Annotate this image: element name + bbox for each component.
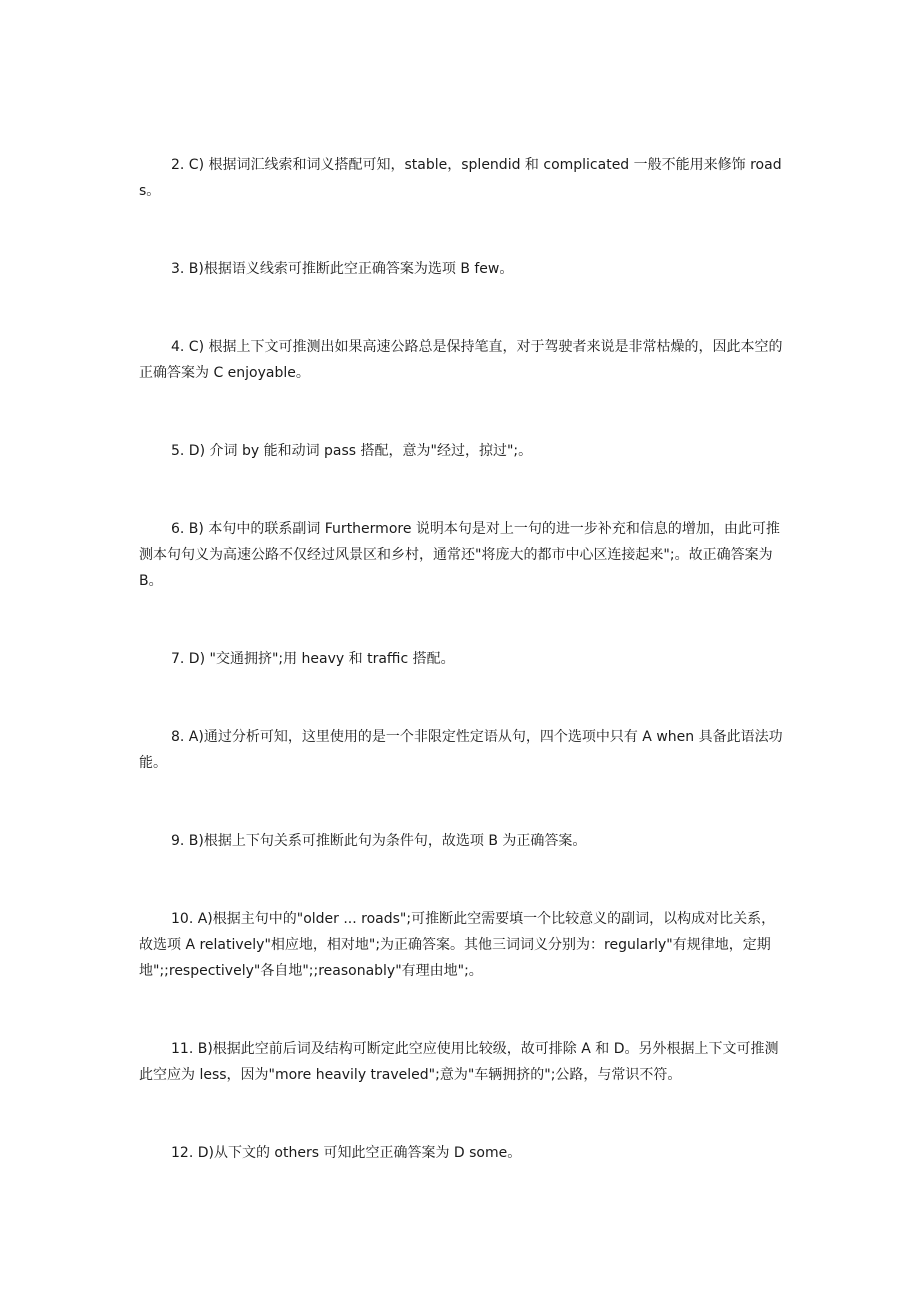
answer-explanation-8: 8. A)通过分析可知，这里使用的是一个非限定性定语从句，四个选项中只有 A when 具备此语法功能。: [139, 729, 783, 771]
answer-explanation-4: 4. C) 根据上下文可推测出如果高速公路总是保持笔直，对于驾驶者来说是非常枯燥的，因此本空的正确答案为 C enjoyable。: [139, 339, 783, 381]
answer-explanation-10: 10. A)根据主句中的"older ... roads";可推断此空需要填一个比较意义的副词，以构成对比关系，故选项 A relatively"相应地，相对地";为正确答案。其他三词词义分别为：regularly"有规律地，定期地";;respectively"各自地";;reasonably"有理由地";。: [139, 911, 776, 979]
answer-explanation-7: 7. D) "交通拥挤";用 heavy 和 traffic 搭配。: [171, 651, 455, 667]
answer-explanation-11: 11. B)根据此空前后词及结构可断定此空应使用比较级，故可排除 A 和 D。另外根据上下文可推测此空应为 less，因为"more heavily traveled";意为"车辆拥挤的";公路，与常识不符。: [139, 1041, 779, 1083]
answer-explanation-3: 3. B)根据语义线索可推断此空正确答案为选项 B few。: [171, 261, 514, 277]
answer-explanation-6: 6. B) 本句中的联系副词 Furthermore 说明本句是对上一句的进一步补充和信息的增加，由此可推测本句句义为高速公路不仅经过风景区和乡村，通常还"将庞大的都市中心区连接起来";。故正确答案为 B。: [139, 521, 780, 589]
answer-explanation-12: 12. D)从下文的 others 可知此空正确答案为 D some。: [171, 1145, 522, 1161]
answer-explanation-2: 2. C) 根据词汇线索和词义搭配可知，stable，splendid 和 complicated 一般不能用来修饰 roads。: [139, 157, 782, 199]
answer-explanation-5: 5. D) 介词 by 能和动词 pass 搭配，意为"经过，掠过";。: [171, 443, 533, 459]
answer-explanation-9: 9. B)根据上下句关系可推断此句为条件句，故选项 B 为正确答案。: [171, 833, 587, 849]
